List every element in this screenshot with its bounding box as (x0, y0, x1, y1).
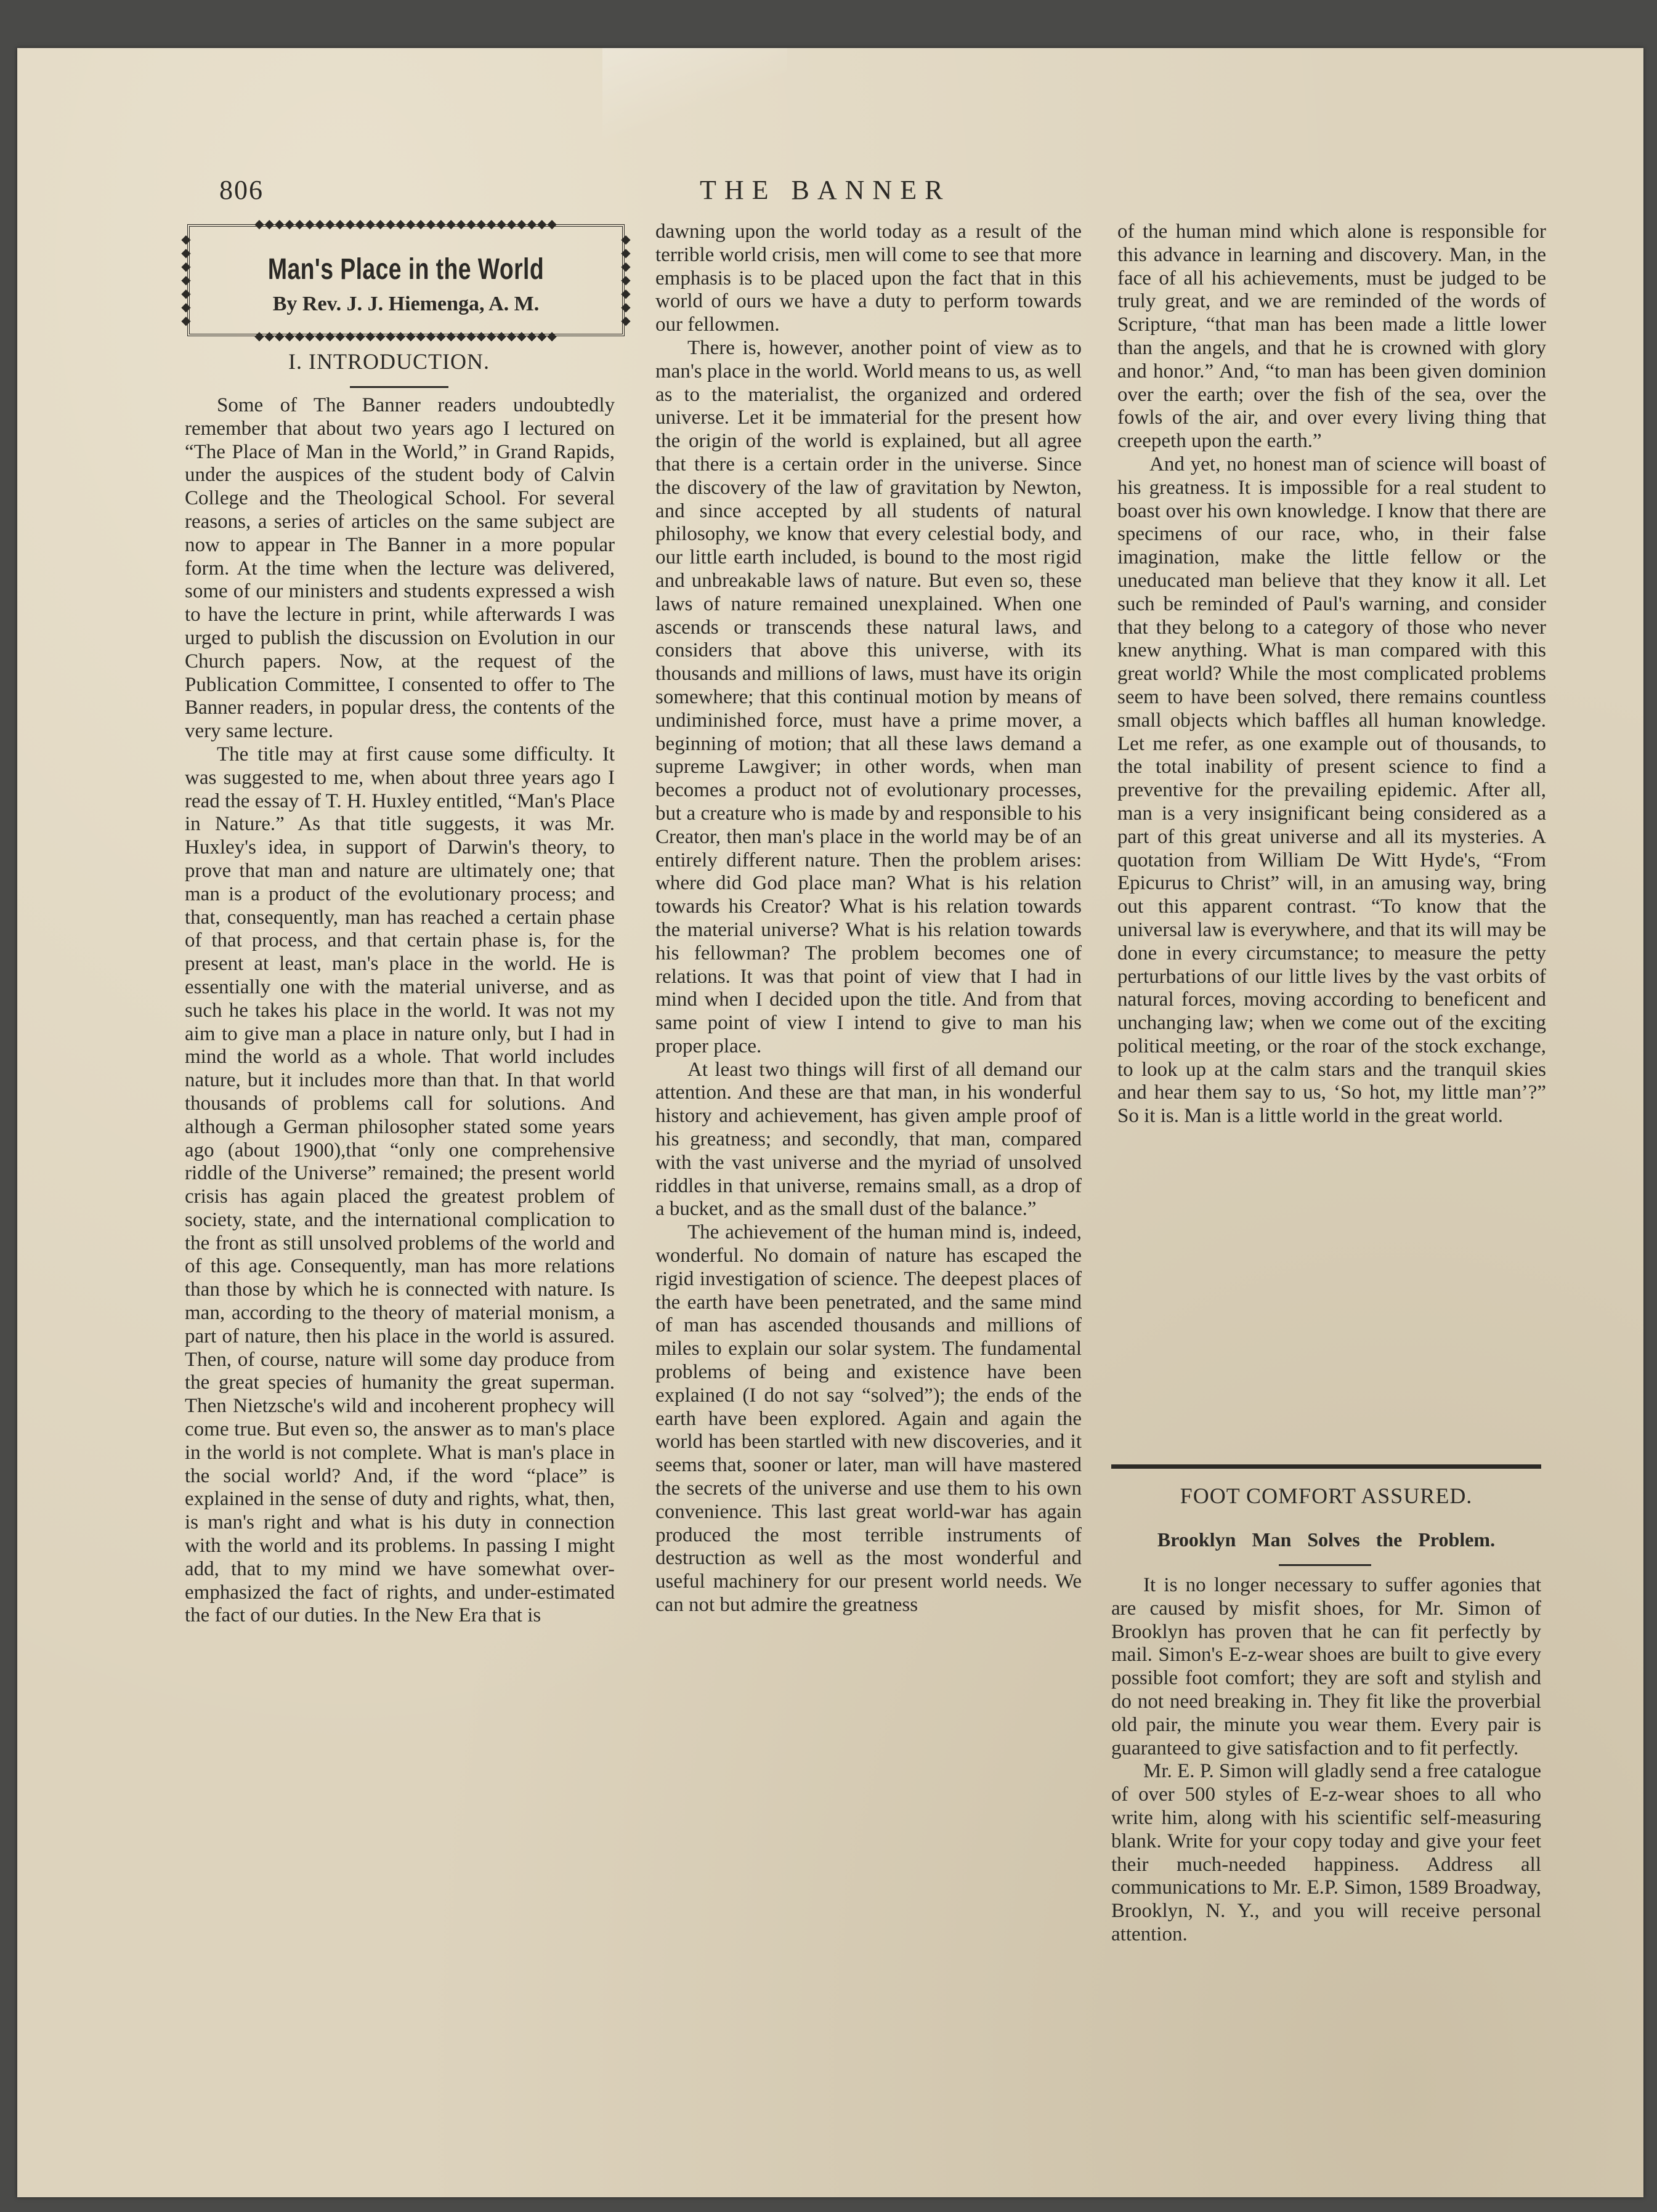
advertisement-title: FOOT COMFORT ASSURED. (1180, 1483, 1473, 1508)
article-column-1 (185, 394, 615, 1628)
border-ornament-right: ◆ ◆ ◆ ◆ ◆ ◆ ◆ (621, 233, 631, 328)
article-column-2 (655, 220, 1082, 1617)
advertisement-subtitle: Brooklyn Man Solves the Problem. (1157, 1528, 1496, 1551)
article-column-3 (1117, 220, 1546, 1128)
paragraph: There is, however, another point of view as to man's place in the world. World means to us, as well as to the materialist, the organized and ordered universe. Let it be immaterial for the present how the origin of the world is explained, but all agree that there is a certain order in the universe. Since the discovery of the law of gravitation by Newton, and since accepted by all students of natural philosophy, we know that every celestial body, and our little earth included, is bound to the most rigid and unbreakable laws of nature. But even so, these laws of nature remained unexplained. When one ascends or transcends these natural laws, and considers that above this universe, with its thousands and millions of laws, must have its origin somewhere; that this continual motion by means of undiminished force, must have a prime mover, a beginning of motion; that all these laws demand a supreme Lawgiver; in other words, when man becomes a product not of evolutionary processes, but a creature who is made by and responsible to his Creator, then man's place in the world may be of an entirely different nature. Then the problem arises: where did God place man? What is his relation towards his Creator? What is his relation towards the material universe? What is his relation towards his fellowman? The problem becomes one of relations. It was that point of view that I had in mind when I decided upon the title. And from that same point of view I intend to give to man his proper place. (655, 336, 1082, 1057)
paragraph: It is no longer necessary to suffer agonies that are caused by misfit shoes, for Mr. Simon of Brooklyn has proven that he can fit perfectly by mail. Simon's E-z-wear shoes are built to give every possible foot comfort; they are soft and stylish and do not need breaking in. They fit like the proverbial old pair, the minute you wear them. Every pair is guaranteed to give satisfaction and to fit perfectly. (1111, 1574, 1541, 1759)
publication-title: THE BANNER (700, 175, 951, 205)
article-author: By Rev. J. J. Hiemenga, A. M. (272, 293, 540, 315)
newspaper-page (17, 48, 1643, 2197)
article-title-box (181, 224, 631, 336)
article-title: Man's Place in the World (267, 253, 545, 286)
paragraph: And yet, no honest man of science will boast of his greatness. It is impossible for a real student to boast over his own knowledge. I know that there are specimens of our race, who, in their false imagination, make the little fellow or the uneducated man believe that they know it all. Let such be reminded of Paul's warning, and consider that they belong to a category of those who never knew anything. What is man compared with this great world? While the most complicated problems seem to have been solved, there remains countless small objects which baffles all human knowledge. Let me refer, as one example out of thousands, to the total inability of present science to find a preventive for the prevailing epidemic. After all, man is a very insignificant being considered as a part of this great universe and all its mysteries. A quotation from William De Witt Hyde's, “From Epicurus to Christ” will, in an amusing way, bring out this apparent contrast. “To know that the universal law is everywhere, and that its will may be done in every circumstance; to measure the petty perturbations of our little lives by the vast orbits of natural forces, moving according to beneficent and unchanging law; when we come out of the exciting political meeting, or the roar of the stock exchange, to look up at the calm stars and the tranquil skies and hear them say to us, ‘So hot, my little man’?” So it is. Man is a little world in the great world. (1117, 453, 1546, 1128)
advertisement-divider (1111, 1464, 1541, 1469)
paragraph: of the human mind which alone is responsible for this advance in learning and discovery. Man, in the face of all his achievements, must be judged to be truly great, and we are reminded of the words of Scripture, “that man has been made a little lower than the angels, and that he is crowned with glory and honor.” And, “to man has been given dominion over the earth; over the fish of the sea, over the fowls of the air, and over every living thing that creepeth upon the earth.” (1117, 220, 1546, 453)
advertisement-body (1111, 1574, 1541, 1947)
paragraph: The achievement of the human mind is, indeed, wonderful. No domain of nature has escaped the rigid investigation of science. The deepest places of the earth have been penetrated, and the same mind of man has ascended thousands and millions of miles to explain our solar system. The fundamental problems of being and existence have been explained (I do not say “solved”); the ends of the earth have been explored. Again and again the world has been startled with new discoveries, and it seems that, sooner or later, man will have mastered the secrets of the universe and use them to his own convenience. This last great world-war has again produced the most terrible instruments of destruction as well as the most wonderful and useful machinery for our present world needs. We can not but admire the greatness (655, 1221, 1082, 1617)
paragraph: At least two things will first of all demand our attention. And these are that man, in his wonderful history and achievement, has given ample proof of his greatness; and secondly, that man, compared with the vast universe and the myriad of unsolved riddles in that universe, remains small, as a drop of a bucket, and as the small dust of the balance.” (655, 1058, 1082, 1221)
border-ornament-left: ◆◆◆◆◆◆◆◆◆◆◆◆◆◆◆◆◆◆◆◆◆◆◆◆◆◆◆◆◆◆ ◆ ◆ ◆ ◆ ◆ ◆ ◆ (181, 233, 191, 328)
paragraph: Mr. E. P. Simon will gladly send a free catalogue of over 500 styles of E-z-wear shoes to all who write him, along with his scientific self-measuring blank. Write for your copy today and give your feet their much-needed happiness. Address all communications to Mr. E.P. Simon, 1589 Broadway, Brooklyn, N. Y., and you will receive personal attention. (1111, 1760, 1541, 1945)
paragraph: The title may at first cause some difficulty. It was suggested to me, when about three years ago I read the essay of T. H. Huxley entitled, “Man's Place in Nature.” As that title suggests, it was Mr. Huxley's idea, in support of Darwin's theory, to prove that man and nature are ultimately one; that man is a product of the evolutionary process; and that, consequently, man has reached a certain phase of that process, and that certain phase is, for the present at least, man's place in the world. He is essentially one with the material universe, and as such he takes his place in the world. It was not my aim to give man a place in nature only, but I had in mind the world as a whole. That world includes nature, but it includes more than that. In that world thousands of problems call for solutions. And although a German philosopher stated some years ago (about 1900),that “only one comprehensive riddle of the Universe” remained; the present world crisis has again placed the greatest problem of society, state, and the international complication to the front as still unsolved problems of the world and of this age. Consequently, man has more relations than those by which he is connected with nature. Is man, according to the theory of material monism, a part of nature, then his place in the world is assured. Then, of course, nature will some day produce from the great species of humanity the great superman. Then Nietzsche's wild and incoherent prophecy will come true. But even so, the answer as to man's place in the world is not complete. What is man's place in the social world? And, if the word “place” is explained in the sense of duty and rights, what, then, is man's right and what is his duty in connection with the world and its problems. In passing I might add, that to my mind we have somewhat over-emphasized the fact of rights, and under-estimated the fact of our duties. In the New Era that is (185, 743, 615, 1627)
advertisement-rule (1279, 1564, 1371, 1566)
paragraph: dawning upon the world today as a result of the terrible world crisis, men will come to see that more emphasis is to be placed upon the fact that in this world of ours we have a duty to perform towards our fellowmen. (655, 220, 1082, 336)
paragraph: Some of The Banner readers undoubtedly remember that about two years ago I lectured on “The Place of Man in the World,” in Grand Rapids, under the auspices of the student body of Calvin College and the Theological School. For several reasons, a series of articles on the same subject are now to appear in The Banner in a more popular form. At the time when the lecture was delivered, some of our ministers and students expressed a wish to have the lecture in print, while afterwards I was urged to publish the discussion on Evolution in our Church papers. Now, at the request of the Publication Committee, I consented to offer to The Banner readers, in popular dress, the contents of the very same lecture. (185, 394, 615, 743)
section-rule (350, 386, 448, 388)
section-heading: I. INTRODUCTION. (288, 349, 490, 374)
paper-fold (602, 48, 787, 140)
page-number: 806 (219, 175, 264, 205)
